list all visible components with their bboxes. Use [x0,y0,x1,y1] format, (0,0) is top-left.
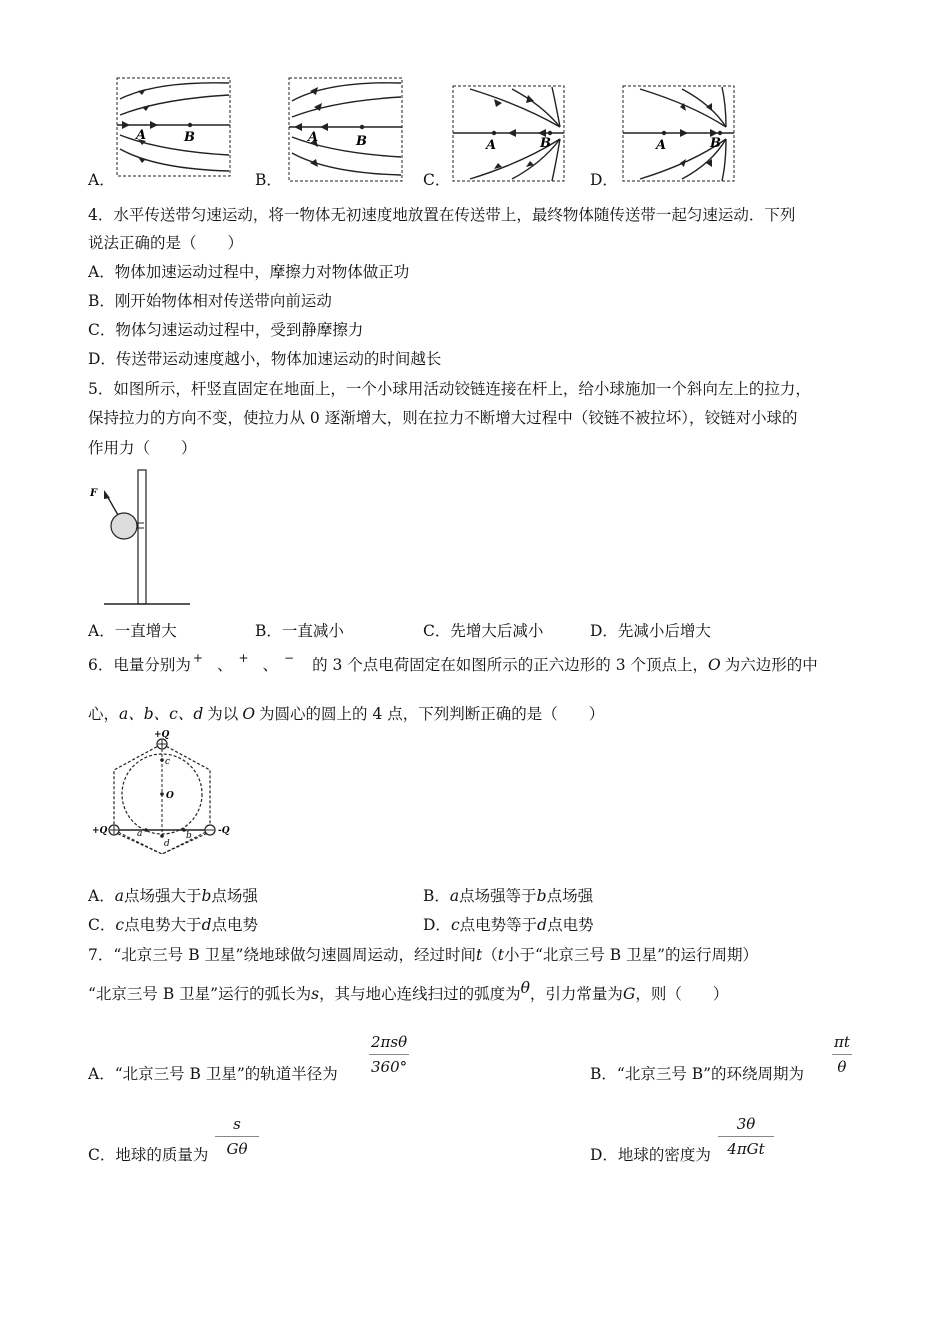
q6-option-a[interactable] [88,889,258,905]
field-diagram-b [288,77,404,183]
option-text: 点电势等于 [459,916,538,934]
field-diagram-c [452,85,566,183]
var: a [114,887,124,905]
label-b: B [710,136,721,151]
label-a: A [486,138,497,153]
q6-stem-o: O [708,656,721,674]
option-text: 点场强等于 [459,887,537,905]
label-b: b [186,831,192,841]
numerator: πt [834,1033,850,1051]
q5-option-d[interactable]: D．先减小后增大 [590,622,711,640]
option-text: 点场强 [211,887,258,905]
q7-option-a[interactable]: A．“北京三号 B 卫星”的轨道半径为 [88,1065,338,1083]
q6-option-c[interactable] [88,918,258,934]
q7-stem-line2 [88,979,729,1003]
q5-option-a[interactable]: A．一直增大 [88,622,177,640]
q6-line2-o: O [242,705,256,723]
q7-line2-b: ，其与地心连线扫过的弧度为 [319,985,521,1003]
q7-stem-line1 [88,948,758,964]
q7-option-a-fraction [369,1033,409,1076]
q6-stem-part1: 6．电量分别为 [88,656,191,674]
numerator: 2πsθ [371,1033,408,1051]
var-g: G [622,985,636,1003]
q7-option-c[interactable]: C．地球的质量为 [88,1146,209,1164]
q5-stem-line1: 5．如图所示，杆竖直固定在地面上，一个小球用活动铰链连接在杆上，给小球施加一个斜向左上的拉力， [88,380,811,398]
q4-stem-line2: 说法正确的是（ ） [88,234,244,252]
denominator: 360° [371,1058,408,1076]
denominator: θ [837,1058,847,1076]
numerator: s [233,1115,241,1133]
label-o: O [166,791,174,801]
option-text: 点场强 [546,887,594,905]
denominator: 4πGt [727,1140,765,1158]
q6-option-d[interactable] [423,918,594,934]
q6-option-b[interactable] [423,889,593,905]
q7-line2-c: ，引力常量为 [529,985,623,1003]
q4-option-c[interactable]: C．物体匀速运动过程中，受到静摩擦力 [88,321,364,339]
label-top-q: +Q [154,730,170,740]
hexagon-charge-diagram [94,732,244,862]
q7-line2-a: “北京三号 B 卫星”运行的弧长为 [88,985,312,1003]
var-t: t [497,946,504,964]
q6-charge-2: + [238,651,249,665]
var-theta: θ [520,979,530,997]
option-text: 点场强大于 [123,887,202,905]
q5-stem-line2: 保持拉力的方向不变，使拉力从 0 逐渐增大，则在拉力不断增大过程中（铰链不被拉坏），铰链对小球的 [88,409,798,427]
q7-line1-c: 小于“北京三号 B 卫星”的运行周期） [503,946,759,964]
q4-stem-line1: 4．水平传送带匀速运动，将一物体无初速度地放置在传送带上，最终物体随传送带一起匀速运动．下列 [88,206,796,224]
denominator: Gθ [226,1140,248,1158]
label-right-q: -Q [218,826,230,836]
q6-line2-vars: a、b、c、d [119,705,204,723]
label-c: c [165,757,171,767]
label-a: A [656,138,667,153]
option-prefix: C． [88,916,116,934]
fraction-bar [832,1054,852,1055]
label-b: B [356,134,367,149]
q5-option-c[interactable]: C．先增大后减小 [423,622,544,640]
option-text: 点电势 [211,916,259,934]
label-left-q: +Q [92,826,108,836]
option-prefix: B． [423,887,450,905]
var: d [201,916,212,934]
var: b [536,887,547,905]
label-a: A [136,128,147,143]
q3-option-c[interactable]: C． [423,171,451,189]
label-d: d [164,839,170,849]
var: a [449,887,460,905]
q7-option-d[interactable]: D．地球的密度为 [590,1146,711,1164]
q5-option-b[interactable]: B．一直减小 [255,622,344,640]
q3-option-b[interactable]: B． [255,171,282,189]
fraction-bar [369,1054,409,1055]
q7-line1-b: （ [482,946,498,964]
q7-option-d-fraction [718,1115,774,1158]
q5-stem-line3: 作用力（ ） [88,439,197,457]
option-prefix: A． [88,887,115,905]
force-label: F [90,488,98,499]
option-text: 点电势 [547,916,594,934]
q6-line2-a: 心， [88,705,120,723]
var: c [450,916,460,934]
q6-charge-1: + [192,651,203,665]
q6-line2-c: 为圆心的圆上的 4 点，下列判断正确的是（ ） [259,705,605,723]
var: c [115,916,125,934]
q6-charge-3: − [284,651,295,665]
q6-stem-part3: 为六边形的中 [724,656,818,674]
fraction-bar [718,1136,774,1137]
q6-sep-2: 、 [262,656,279,674]
q7-option-b[interactable]: B．“北京三号 B”的环绕周期为 [590,1065,805,1083]
q7-line1-a: 7．“北京三号 B 卫星”绕地球做匀速圆周运动，经过时间 [88,946,476,964]
q6-stem-part2: 的 3 个点电荷固定在如图所示的正六边形的 3 个顶点上， [312,656,709,674]
rod-ball-diagram [90,468,196,608]
field-diagram-a [116,77,232,179]
var: d [537,916,548,934]
option-text: 点电势大于 [124,916,202,934]
q7-option-b-fraction [832,1033,852,1076]
var: b [201,887,212,905]
q4-option-d[interactable]: D．传送带运动速度越小，物体加速运动的时间越长 [88,350,442,368]
q3-option-a[interactable]: A． [88,171,115,189]
q4-option-a[interactable]: A．物体加速运动过程中，摩擦力对物体做正功 [88,263,410,281]
q6-line2-b: 为以 [207,705,239,723]
option-prefix: D． [423,916,451,934]
q7-option-c-fraction [215,1115,259,1158]
label-b: B [540,136,551,151]
var-t: t [475,946,483,964]
q6-sep-1: 、 [216,656,233,674]
fraction-bar [215,1136,259,1137]
q3-option-d[interactable]: D． [590,171,618,189]
numerator: 3θ [736,1115,756,1133]
q4-option-b[interactable]: B．刚开始物体相对传送带向前运动 [88,292,332,310]
label-a: a [137,829,143,839]
field-diagram-d [622,85,736,183]
label-b: B [184,130,195,145]
label-a: A [308,130,319,145]
var-s: s [311,985,320,1003]
q7-line2-d: ，则（ ） [635,985,729,1003]
